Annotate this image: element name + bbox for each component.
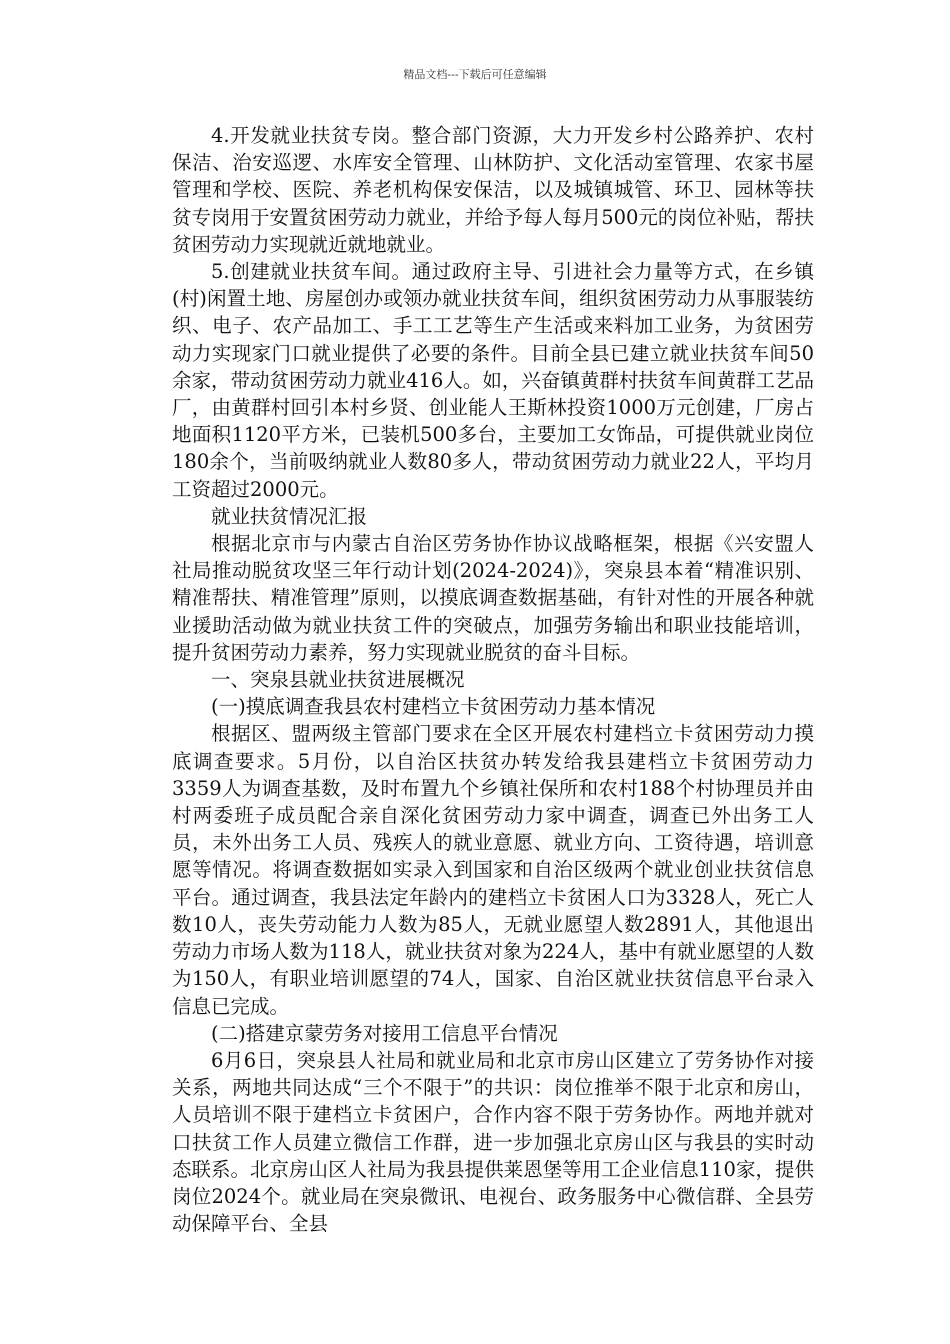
paragraph-item-4-special-posts: 4.开发就业扶贫专岗。整合部门资源，大力开发乡村公路养护、农村保洁、治安巡逻、水库安全管理、山林防护、文化活动室管理、农家书屋管理和学校、医院、养老机构保安保洁，以及城镇城管、环卫、园林等扶贫专岗用于安置贫困劳动力就业，并给予每人每月500元的岗位补贴，帮扶贫困劳动力实现就近就地就业。: [172, 124, 814, 256]
subsection-heading-2: (二)搭建京蒙劳务对接用工信息平台情况: [211, 1021, 558, 1045]
paragraph-survey: 根据区、盟两级主管部门要求在全区开展农村建档立卡贫困劳动力摸底调查要求。5月份，以自治区扶贫办转发给我县建档立卡贫困劳动力3359人为调查基数，及时布置九个乡镇社保所和农村188个村协理员并由村两委班子成员配合亲自深化贫困劳动力家中调查，调查已外出务工人员，未外出务工人员、残疾人的就业意愿、就业方向、工资待遇，培训意愿等情况。将调查数据如实录入到国家和自治区级两个就业创业扶贫信息平台。通过调查，我县法定年龄内的建档立卡贫困人口为3328人，死亡人数10人，丧失劳动能力人数为85人，无就业愿望人数2891人，其他退出劳动力市场人数为118人，就业扶贫对象为224人，基中有就业愿望的人数为150人，有职业培训愿望的74人，国家、自治区就业扶贫信息平台录入信息已完成。: [172, 722, 814, 1018]
paragraph-platform: 6月6日，突泉县人社局和就业局和北京市房山区建立了劳务协作对接关系，两地共同达成“三个不限于”的共识：岗位推举不限于北京和房山，人员培训不限于建档立卡贫困户，合作内容不限于劳务协作。两地并就对口扶贫工作人员建立微信工作群，进一步加强北京房山区与我县的实时动态联系。北京房山区人社局为我县提供莱恩堡等用工企业信息110家，提供岗位2024个。就业局在突泉微讯、电视台、政务服务中心微信群、全县劳动保障平台、全县: [172, 1048, 814, 1236]
section-heading-1: 一、突泉县就业扶贫进展概况: [211, 668, 465, 692]
subsection-heading-1: (一)摸底调查我县农村建档立卡贫困劳动力基本情况: [211, 695, 656, 719]
paragraph-intro: 根据北京市与内蒙古自治区劳务协作协议战略框架，根据《兴安盟人社局推动脱贫攻坚三年行动计划(2024-2024)》，突泉县本着“精准识别、精准帮扶、精准管理”原则，以摸底调查数据基础，有针对性的开展各种就业援助活动做为就业扶贫工件的突破点，加强劳务输出和职业技能培训，提升贫困劳动力素养，努力实现就业脱贫的奋斗目标。: [172, 532, 814, 664]
report-title: 就业扶贫情况汇报: [211, 504, 368, 528]
page-header: 精品文档---下载后可任意编辑: [403, 68, 547, 81]
document-body: [172, 122, 814, 1237]
paragraph-item-5-workshops: 5.创建就业扶贫车间。通过政府主导、引进社会力量等方式，在乡镇(村)闲置土地、房屋创办或领办就业扶贫车间，组织贫困劳动力从事服装纺织、电子、农产品加工、手工工艺等生产生活或来料加工业务，为贫困劳动力实现家门口就业提供了必要的条件。目前全县已建立就业扶贫车间50余家，带动贫困劳动力就业416人。如，兴奋镇黄群村扶贫车间黄群工艺品厂，由黄群村回引本村乡贤、创业能人王斯林投资1000万元创建，厂房占地面积1120平方米，已装机500多台，主要加工女饰品，可提供就业岗位180余个，当前吸纳就业人数80多人，带动贫困劳动力就业22人，平均月工资超过2000元。: [172, 260, 814, 501]
